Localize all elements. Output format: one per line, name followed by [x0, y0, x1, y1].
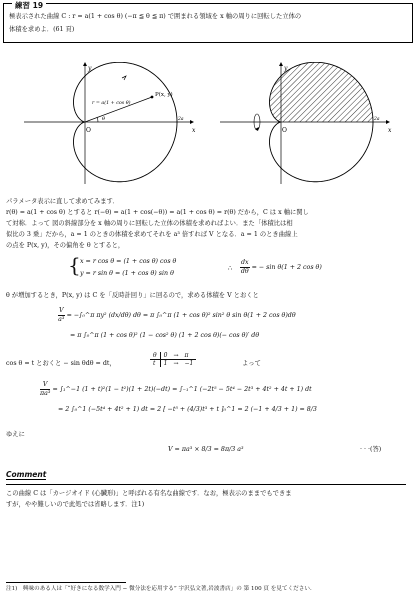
footnote-rule	[6, 582, 126, 583]
comment-line-1: この曲線 C は「カージオイド (心臓形)」と呼ばれる有名な曲線です．なお，極表示のままでもできま	[6, 490, 292, 497]
system-line-1: x = r cos θ = (1 + cos θ) cos θ	[80, 258, 177, 265]
volume-eq-3	[40, 381, 312, 398]
substitution-table	[150, 352, 196, 367]
body-p5: の点を P(x, y)，その偏角を θ とすると，	[6, 242, 125, 249]
final-answer: V = πa³ × 8/3 = 8π/3 a³	[168, 446, 244, 453]
substitution-text: cos θ = t とおくと − sin θdθ = dt，	[6, 360, 116, 367]
tbl-arrow-2: →	[173, 360, 179, 367]
body-p4: 似比の 3 乗」だから，a = 1 のときの体積を求めてそれを a³ 倍すれば V となる．a = 1 のとき曲線上	[6, 231, 298, 238]
derivative	[240, 259, 322, 276]
cardioid-figure-left	[22, 62, 202, 187]
body-p6: θ が増加するとき，P(x, y) は C を「反時計回り」に回るので，求める体積を V とおくと	[6, 292, 259, 299]
y-label: y	[88, 65, 92, 72]
system-line-2: y = r sin θ = (1 + cos θ) sin θ	[80, 270, 174, 277]
answer-mark: · · ·(答)	[360, 446, 382, 453]
direction-arrow	[122, 76, 126, 80]
exercise-tag: 練習 19	[12, 0, 46, 11]
deriv-rhs: = − sin θ(1 + 2 cos θ)	[251, 264, 322, 271]
x-axis-arrow-right	[386, 120, 390, 124]
pv-denominator: πa³	[40, 390, 51, 397]
footnote: 注1) 興味のある人は「“好きになる数学入門 − 微分法を応用する” 宇沢弘文著,岩波書店」の 第 100 頁 を見てください．	[6, 586, 316, 592]
angle-arc	[97, 117, 98, 122]
v-numerator: V	[59, 307, 64, 314]
volume-eq-1	[58, 307, 296, 324]
point-p	[151, 96, 154, 99]
comment-rule	[6, 484, 406, 485]
volume-eq-4: = 2 ∫₀^1 (−5t⁴ + 4t² + 1) dt = 2 [ −t⁵ + (4/3)t³ + t ]₀^1 = 2 (−1 + 4/3 + 1) = 8/3	[58, 406, 317, 413]
system-brace: {	[68, 253, 81, 277]
comment-line-2: すが，やや難しいので此処では省略します．注1)	[6, 501, 145, 508]
x-label-right: x	[388, 127, 392, 134]
y-label-right: y	[284, 65, 288, 72]
problem-box	[3, 3, 413, 43]
problem-line-1: 極表示された曲線 C : r = a(1 + cos θ) (−π ≦ θ ≦ π) で囲まれる領域を x 軸の周りに回転した立体の	[9, 13, 302, 20]
tbl-theta: θ	[150, 352, 160, 360]
tick-label-2a-right: 2a	[374, 117, 380, 122]
volume-eq-2: = π ∫₀^π (1 + cos θ)² (1 − cos² θ) (1 + 2 cos θ)(− cos θ)′ dθ	[70, 332, 260, 339]
origin-label-right: O	[282, 127, 287, 134]
v-denominator: a³	[58, 316, 65, 323]
yotte-text: よって	[242, 360, 261, 367]
body-p1: パラメータ表示に直して求めてみます．	[6, 198, 119, 205]
body-p2: r(θ) = a(1 + cos θ) とすると r(−θ) = a(1 + cos(−θ)) = a(1 + cos θ) = r(θ) だから，C は x 軸に関し	[6, 209, 309, 216]
tbl-t: t	[150, 360, 160, 368]
yue-text: ゆえに	[6, 431, 25, 438]
tbl-arrow-1: →	[170, 352, 181, 360]
tick-label-2a: 2a	[178, 117, 184, 122]
comment-heading: Comment	[6, 470, 47, 479]
tbl-t-end: −1	[184, 360, 194, 367]
eq3-rhs: = ∫₁^−1 (1 + t)²(1 − t²)(1 + 2t)(−dt) = ∫₋₁^1 (−2t⁵ − 5t⁴ − 2t³ + 4t² + 4t + 1) dt	[52, 386, 312, 393]
deriv-numerator: dx	[241, 259, 249, 266]
problem-line-2: 体積を求めよ．(61 頁)	[9, 26, 75, 33]
body-p3: て対称．よって 図の斜線部分を x 軸の周りに回転した立体の体積を求めればよい．また「体積比は相	[6, 220, 293, 227]
eq1-rhs: = −∫₀^π πy² (dx/dθ) dθ = π ∫₀^π (1 + cos θ)² sin² θ sin θ(1 + 2 cos θ)dθ	[66, 312, 296, 319]
x-axis-arrow	[190, 120, 194, 124]
origin-label: O	[86, 127, 91, 134]
pv-numerator: V	[40, 381, 50, 390]
x-label: x	[192, 127, 196, 134]
point-p-label: P(x, y)	[155, 92, 173, 98]
curve-equation-label: r = a(1 + cos θ)	[92, 101, 131, 106]
rotation-arrowhead	[255, 127, 259, 131]
deriv-denominator: dθ	[240, 268, 249, 275]
tbl-theta-end: π	[181, 352, 196, 360]
y-axis-arrow	[83, 62, 87, 66]
tbl-theta-start: 0	[160, 352, 170, 360]
cardioid-figure-right	[218, 62, 398, 187]
tbl-t-start: 1	[163, 360, 168, 367]
therefore-symbol: ∴	[228, 265, 233, 272]
angle-label: θ	[102, 116, 106, 122]
y-axis-arrow-right	[279, 62, 283, 66]
